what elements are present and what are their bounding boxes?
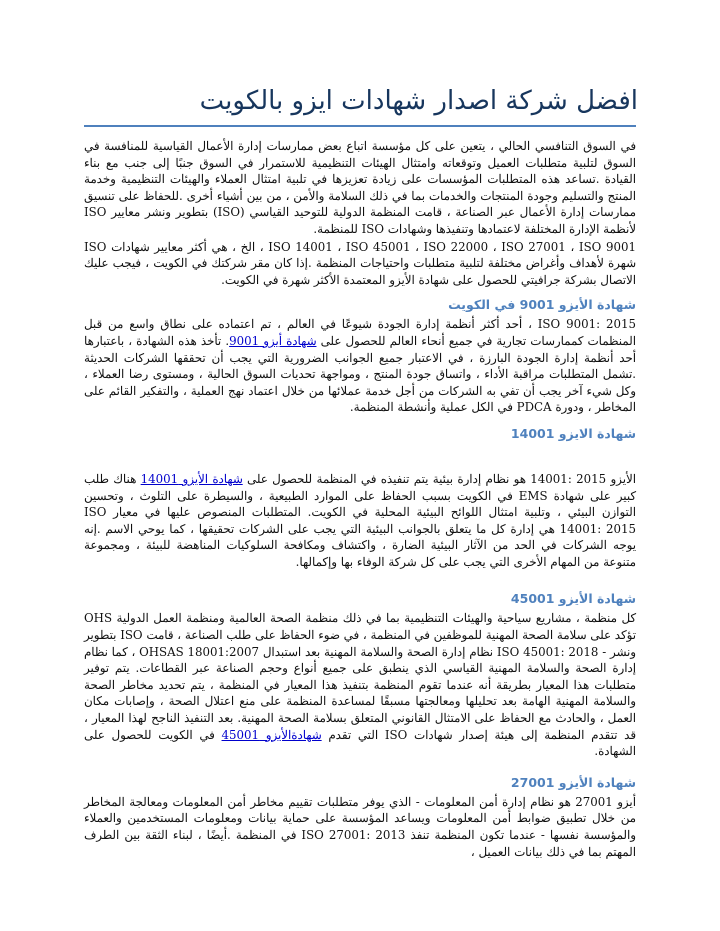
iso14001-paragraph	[84, 471, 636, 571]
iso45001-heading: شهادة الأيزو 45001	[510, 591, 636, 607]
iso27001-heading: شهادة الأيزو 27001	[510, 774, 636, 790]
iso45001-paragraph	[84, 610, 636, 759]
page-title: افضل شركة اصدار شهادات ايزو بالكويت	[199, 86, 638, 116]
iso9001-heading: شهادة الأيزو 9001 في الكويت	[448, 297, 636, 313]
intro-paragraph-2: ISO 14001 ، ISO 45001 ، ISO 22000 ، ISO 27001 ، ISO 9001 ، الخ ، هي أكثر معايير شهادات ISO شهرة لأهداف وأغراض مختلفة لتلبية متطلبات واحتياجات المنظمة .إذا كان مقر شركتك في الكويت ، فيجب عليك الاتصال بشركة جرافيتي للحصول على شهادة الأيزو المعتمدة الأكثر شهرة في الكويت.	[84, 239, 636, 287]
iso45001-certificate-link[interactable]: شهادةالأيزو 45001	[221, 727, 322, 742]
iso27001-paragraph: أيزو 27001 هو نظام إدارة أمن المعلومات - الذي يوفر متطلبات تقييم مخاطر أمن المعلومات ومعالجة المخاطر من خلال تطبيق ضوابط أمن المعلومات ويساعد المؤسسة على حماية بيانات ومعلومات المستخدمين والعملاء والمؤسسة نفسها - عندما تكون المنظمة تنفذ ISO 27001: 2013 في المنظمة .أيضًا ، لبناء الثقة بين الطرف المهتم بما في ذلك بيانات العميل ،	[84, 794, 636, 859]
title-underline-divider	[84, 125, 636, 127]
iso9001-certificate-link[interactable]: شهادة أيزو 9001	[229, 333, 317, 348]
iso14001-heading: شهادة الايزو 14001	[510, 425, 636, 441]
iso9001-paragraph	[84, 316, 636, 416]
iso9001-text-before-link: ISO 9001: 2015 ، أحد أكثر أنظمة إدارة الجودة شيوعًا في العالم ، تم اعتماده على نطاق واسع من قبل المنظمات كممارسات تجارية في جميع أنحاء العالم للحصول على	[84, 317, 636, 348]
document-body	[84, 138, 636, 931]
iso45001-text-before-link: كل منظمة ، مشاريع سياحية والهيئات التنظيمية بما في ذلك منظمة الصحة العالمية ومنظمة العمل الدولية OHS تؤكد على سلامة الصحة المهنية للموظفين في المنظمة ، في ضوء الحفاظ على طلب الصناعة ، قامت ISO بتطوير ونشر - ISO 45001: 2018 نظام إدارة الصحة والسلامة المهنية بعد استبدال OHSAS 18001:2007 ، كما نظام إدارة الصحة والسلامة المهنية القياسي الذي ينطبق على جميع أنواع وحجم الصناعة عبر القطاعات. يتم توفير متطلبات هذا المعيار بطريقة أنه عندما تقوم المنظمة بتنفيذ هذا المعيار في المنظمة ، يتم تحديد مخاطر الصحة والسلامة المهنية الهامة بعد تحليلها ومعالجتها مسبقًا لمساعدة المنظمة على منع اعتلال الصحة ، وإصابات مكان العمل ، والحادث مع الحفاظ على الامتثال القانوني المتعلق بسلامة الصحة المهنية. بعد التنفيذ الناجح لهذا المعيار ، قد تتقدم المنظمة إلى هيئة إصدار شهادات ISO التي تقدم	[84, 611, 636, 742]
iso14001-text-after-link: هناك طلب كبير على شهادة EMS في الكويت بسبب الحفاظ على الموارد الطبيعية ، والسيطرة على التلوث ، وتحسين التوازن البيئي ، وتلبية امتثال اللوائح البيئية المحلية في الكويت. المتطلبات المنصوص عليها في معيار ISO 14001: 2015 هي إدارة كل ما يتعلق بالجوانب البيئية التي يجب على الشركات تحقيقها ، كما يوحي الاسم .إنه يوجه الشركات في الحد من الآثار البيئية الضارة ، واكتشاف ومكافحة السلوكيات المناهضة للبيئة ، ومجموعة متنوعة من المهام الأخرى التي يجب على كل شركة الوفاء بها وإكمالها.	[84, 471, 637, 569]
intro-paragraph-1: في السوق التنافسي الحالي ، يتعين على كل مؤسسة اتباع بعض ممارسات إدارة الأعمال القياسية للمنافسة في السوق لتلبية متطلبات العميل وتوقعاته وامتثال الهيئات التنظيمية للاستمرار في السوق جنبًا إلى جنب مع بناء القيادة .تساعد هذه المتطلبات المؤسسات على زيادة تعزيزها في تلبية امتثال العملاء والهيئات التنظيمية وخدمة المنتج والتسليم وجودة المنتجات والخدمات بما في ذلك السلامة والأمن ، من بين أشياء أخرى .للحفاظ على تنسيق ممارسات إدارة الأعمال عبر الصناعة ، قامت المنظمة الدولية للتوحيد القياسي (ISO) بتطوير ونشر معايير ISO لأنظمة الإدارة المختلفة لاعتمادها وتنفيذها وشهادات ISO للمنظمة.	[84, 139, 636, 236]
iso14001-text-before-link: الأيزو 2015 :14001 هو نظام إدارة بيئية يتم تنفيذه في المنظمة للحصول على	[242, 471, 636, 486]
iso14001-certificate-link[interactable]: شهادة الأيزو 14001	[140, 471, 243, 486]
iso9001-text-after-link: . تأخذ هذه الشهادة ، باعتبارها أحد أنظمة إدارة الجودة البارزة ، في الاعتبار جميع الجوانب الضرورية التي يجب أن تحققها الشركات الحديثة .تشمل المتطلبات مراقبة الأداء ، واتساق جودة المنتج ، ومواجهة تحديات السوق الحالية ، ومستوى رضا العملاء ، وكل شيء آخر يجب أن تفي به الشركات من أجل خدمة عملائها من خلال اعتماد نهج العملية ، والتفكير القائم على المخاطر ، ودورة PDCA في الكل عملية وأنشطة المنظمة.	[84, 333, 636, 415]
iso45001-text-after-link: في الكويت للحصول على الشهادة.	[84, 727, 636, 759]
